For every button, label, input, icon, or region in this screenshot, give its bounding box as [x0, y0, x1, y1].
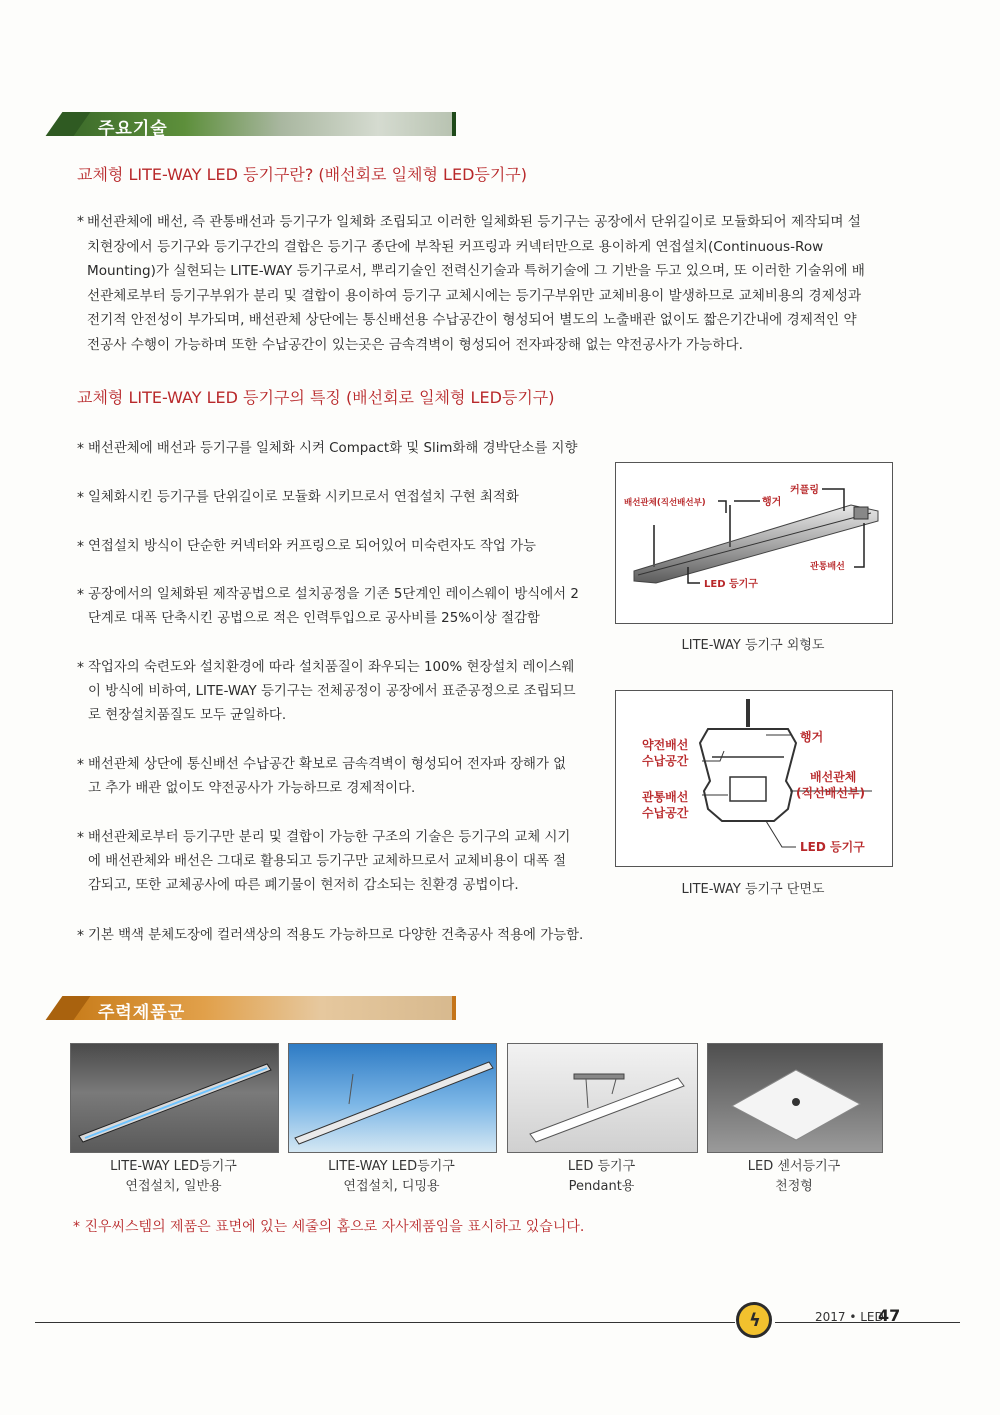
heading-what-is-liteway: 교체형 LITE-WAY LED 등기구란? (배선회로 일체형 LED등기구) [77, 165, 527, 184]
pendant-wire [586, 1079, 588, 1108]
heading-liteway-features: 교체형 LITE-WAY LED 등기구의 특징 (배선회로 일체형 LED등기구) [77, 388, 555, 407]
label-weak-space-1: 약전배선 [642, 738, 689, 752]
feature-bullet [77, 535, 597, 559]
pendant-wire [612, 1079, 616, 1094]
product-caption [70, 1157, 277, 1197]
intro-star: * [77, 214, 84, 230]
figure-exterior-caption: LITE-WAY 등기구 외형도 [681, 638, 825, 653]
section-title: 주력제품군 [98, 1003, 186, 1023]
banner-end-bar [452, 112, 456, 136]
bullet-line: 고 추가 배관 없이도 약전공사가 가능하므로 경제적이다. [88, 781, 416, 796]
intro-line: 전기적 안전성이 부가되며, 배선관체 상단에는 통신배선용 수납공간이 형성되어 별도의 노출배관 없이도 짧은기간내에 경제적인 약 [87, 312, 857, 328]
pendant-mount [574, 1074, 624, 1079]
bullet-line: 작업자의 숙련도와 설치환경에 따라 설치품질이 좌우되는 100% 현장설치 레이스웨 [88, 660, 575, 675]
label-body: 배선관체(직선배선부) [624, 498, 706, 508]
product-caption [288, 1157, 495, 1197]
product-image-sensor-ceiling [707, 1043, 883, 1153]
sensor-dot [792, 1098, 800, 1106]
footer-issue: 2017 • LED [815, 1310, 884, 1324]
product-image-pendant [507, 1043, 698, 1153]
banner-slant-decoration [46, 996, 91, 1020]
label-body-1: 배선관체 [810, 770, 857, 784]
feature-bullet [77, 924, 607, 948]
bullet-star: * [77, 490, 84, 506]
product-image-liteway-general [70, 1043, 279, 1153]
intro-line: 전공사 수행이 가능하며 또한 수납공간이 있는곳은 금속격벽이 형성되어 전자파장해 없는 약전공사가 가능하다. [87, 336, 743, 353]
intro-line: 배선관체에 배선, 즉 관통배선과 등기구가 일체화 조립되고 이러한 일체화된 등기구는 공장에서 단위길이로 모듈화되어 제작되며 설 [87, 214, 861, 230]
feature-bullet [77, 583, 597, 631]
trademark-note: * 진우씨스템의 제품은 표면에 있는 세줄의 홈으로 자사제품임을 표시하고 있습니다. [73, 1219, 585, 1235]
bullet-star: * [77, 587, 84, 603]
product-caption [707, 1157, 881, 1197]
product-caption-line2: 연접설치, 디밍용 [343, 1179, 440, 1194]
feature-bullet [77, 656, 597, 728]
exterior-diagram [616, 463, 892, 623]
banner-slant-decoration [46, 112, 91, 136]
product-image-liteway-dimming [288, 1043, 497, 1153]
bullet-line: 감되고, 또한 교체공사에 따른 폐기물이 현저히 감소되는 친환경 공법이다. [88, 878, 519, 893]
fixture-shape [295, 1062, 493, 1144]
bullet-line: 단계로 대폭 단축시킨 공법으로 적은 인력투입으로 공사비를 25%이상 절감함 [88, 611, 540, 626]
product-caption-line2: Pendant용 [568, 1179, 635, 1194]
figure-cross-section [615, 690, 893, 867]
fixture-shape [530, 1078, 684, 1142]
intro-line: 선관체로부터 등기구부위가 분리 및 결합이 용이하여 등기구 교체시에는 등기구부위만 교체비용이 발생하므로 교체비용의 경제성과 [87, 287, 862, 304]
bullet-line: 일체화시킨 등기구를 단위길이로 모듈화 시키므로서 연접설치 구현 최적화 [88, 490, 519, 505]
page-number: 47 [878, 1306, 901, 1325]
bullet-line: 이 방식에 비하여, LITE-WAY 등기구는 전체공정이 공장에서 표준공정으로 조립되므 [88, 684, 576, 699]
fixture-glow-line [85, 1068, 267, 1138]
bullet-line: 배선관체로부터 등기구만 분리 및 결합이 가능한 구조의 기술은 등기구의 교체 시기 [88, 830, 571, 845]
product-illustration [71, 1044, 278, 1152]
coupling-block [854, 507, 868, 519]
footer-rule [35, 1322, 735, 1323]
section-banner-main-tech [68, 112, 456, 139]
product-illustration [289, 1044, 496, 1152]
inner-connector [730, 777, 766, 801]
banner-end-bar [452, 996, 456, 1020]
product-caption-line2: 연접설치, 일반용 [125, 1179, 222, 1194]
bulb-logo-icon [736, 1302, 772, 1338]
intro-line: 치현장에서 등기구와 등기구간의 결합은 등기구 종단에 부착된 커프링과 커넥터만으로 용이하게 연접설치(Continuous-Row [87, 238, 824, 255]
label-through-wire: 관통배선 [810, 562, 845, 572]
label-body-2: (직선배선부) [796, 786, 865, 800]
hanger-wire [349, 1074, 353, 1104]
feature-bullet [77, 486, 597, 510]
bullet-star: * [77, 539, 84, 555]
product-caption-line1: LED 등기구 [567, 1159, 636, 1174]
section-banner-main-products [68, 996, 456, 1023]
label-through-space-1: 관통배선 [642, 790, 689, 804]
leader-led [766, 821, 796, 847]
bullet-line: 로 현장설치품질도 모두 균일하다. [88, 708, 287, 723]
label-through-space-2: 수납공간 [642, 806, 689, 820]
bullet-star: * [77, 757, 84, 773]
figure-cross-section-caption: LITE-WAY 등기구 단면도 [681, 882, 825, 897]
bullet-star: * [77, 441, 84, 457]
leader-through-wire [854, 523, 864, 567]
bullet-star: * [77, 660, 84, 676]
product-illustration [708, 1044, 882, 1152]
figure-exterior-view [615, 462, 893, 624]
housing-outline [700, 729, 796, 821]
product-illustration [508, 1044, 697, 1152]
product-caption [507, 1157, 696, 1197]
bullet-line: 에 배선관체와 배선은 그대로 활용되고 등기구만 교체하므로서 교체비용이 대폭 절 [88, 854, 567, 869]
label-hanger: 행거 [762, 497, 782, 508]
bullet-line: 공장에서의 일체화된 제작공법으로 설치공정을 기존 5단계인 레이스웨이 방식에서 2 [88, 587, 579, 602]
bullet-star: * [77, 830, 84, 846]
label-coupling: 커플링 [790, 485, 819, 496]
label-led: LED 등기구 [800, 840, 865, 854]
bullet-line: 배선관체 상단에 통신배선 수납공간 확보로 금속격벽이 형성되어 전자파 장해가 없 [88, 757, 567, 772]
feature-bullet [77, 826, 597, 898]
product-caption-line1: LED 센서등기구 [747, 1159, 841, 1174]
label-hanger: 행거 [800, 730, 824, 744]
leader-body [718, 501, 726, 513]
product-caption-line1: LITE-WAY LED등기구 [110, 1159, 237, 1174]
cross-section-diagram [616, 691, 892, 866]
section-title: 주요기술 [98, 119, 168, 139]
label-led: LED 등기구 [704, 579, 758, 590]
bullet-line: 기본 백색 분체도장에 컬러색상의 적용도 가능하므로 다양한 건축공사 적용에 가능함. [88, 928, 584, 943]
bullet-line: 배선관체에 배선과 등기구를 일체화 시켜 Compact화 및 Slim화해 경박단소를 지향 [88, 441, 578, 456]
product-caption-line2: 천정형 [775, 1179, 813, 1194]
feature-bullet [77, 753, 597, 801]
product-caption-line1: LITE-WAY LED등기구 [328, 1159, 455, 1174]
bullet-line: 연접설치 방식이 단순한 커넥터와 커프링으로 되어있어 미숙련자도 작업 가능 [88, 539, 536, 554]
feature-bullet [77, 437, 597, 461]
bullet-star: * [77, 928, 84, 944]
intro-line: Mounting)가 실현되는 LITE-WAY 등기구로서, 뿌리기술인 전력신기술과 특허기술에 그 기반을 두고 있으며, 또 이러한 기술위에 배 [87, 263, 865, 279]
label-weak-space-2: 수납공간 [642, 754, 689, 768]
lightning-icon: ϟ [749, 1310, 761, 1331]
